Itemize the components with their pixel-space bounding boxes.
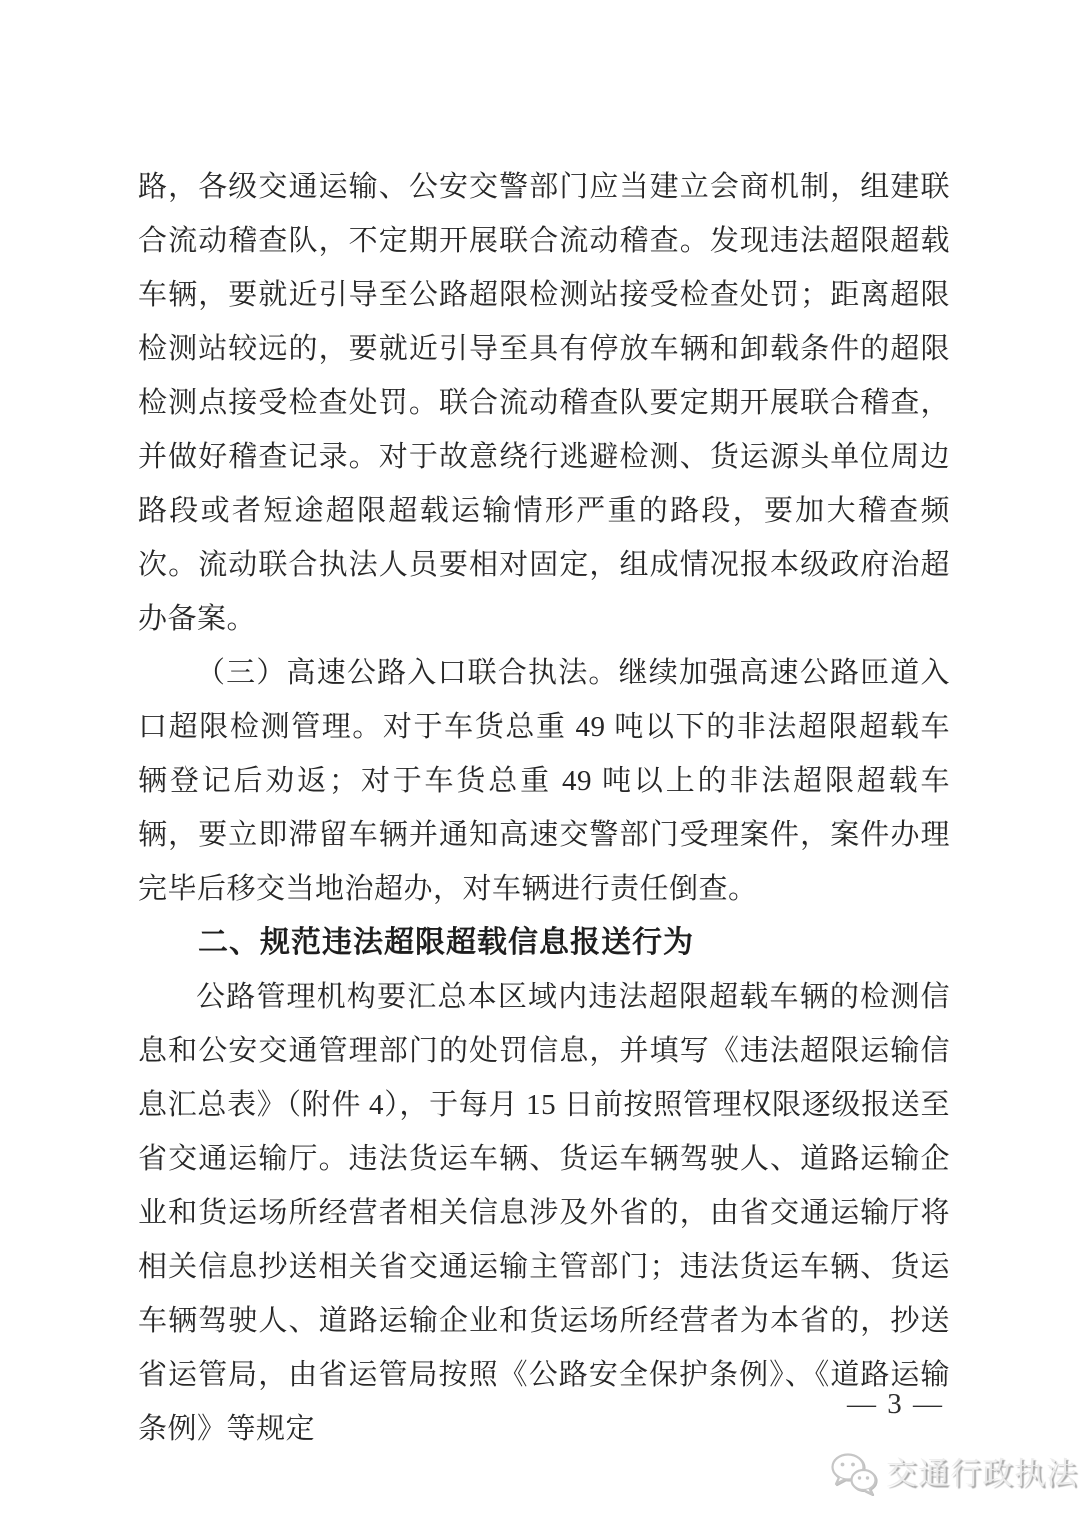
subsection-lead: （三）高速公路入口联合执法。 (196, 657, 619, 689)
watermark-text: 交通行政执法 (886, 1455, 1078, 1491)
paragraph-continuation: 路，各级交通运输、公安交警部门应当建立会商机制，组建联合流动稽查队，不定期开展联合流动稽查。发现违法超限超载车辆，要就近引导至公路超限检测站接受检查处罚；距离超限检测站较远的，要就近引导至具有停放车辆和卸载条件的超限检测点接受检查处罚。联合流动稽查队要定期开展联合稽查，并做好稽查记录。对于故意绕行逃避检测、货运源头单位周边路段或者短途超限超载运输情形严重的路段，要加大稽查频次。流动联合执法人员要相对固定，组成情况报本级政府治超办备案。 (138, 171, 950, 635)
watermark (830, 1452, 1078, 1495)
page-number: — 3 — (847, 1388, 944, 1420)
paragraph-section-2-body: 公路管理机构要汇总本区域内违法超限超载车辆的检测信息和公安交通管理部门的处罚信息，并填写《违法超限运输信息汇总表》（附件 4），于每月 15 日前按照管理权限逐级报送至省交通运输厅。违法货运车辆、货运车辆驾驶人、道路运输企业和货运场所经营者相关信息涉及外省的，由省交通运输厅将相关信息抄送相关省交通运输主管部门；违法货运车辆、货运车辆驾驶人、道路运输企业和货运场所经营者为本省的，抄送省运管局，由省运管局按照《公路安全保护条例》、《道路运输条例》等规定 (138, 981, 950, 1445)
section-heading: 二、规范违法超限超载信息报送行为 (198, 926, 694, 959)
subsection-body: 继续加强高速公路匝道入口超限检测管理。对于车货总重 49 吨以下的非法超限超载车辆登记后劝返；对于车货总重 49 吨以上的非法超限超载车辆，要立即滞留车辆并通知高速交警部门受理案件，案件办理完毕后移交当地治超办，对车辆进行责任倒查。 (138, 657, 950, 905)
document-body (138, 160, 950, 1456)
paragraph-subsection-3 (138, 646, 950, 916)
wechat-icon (830, 1452, 877, 1495)
